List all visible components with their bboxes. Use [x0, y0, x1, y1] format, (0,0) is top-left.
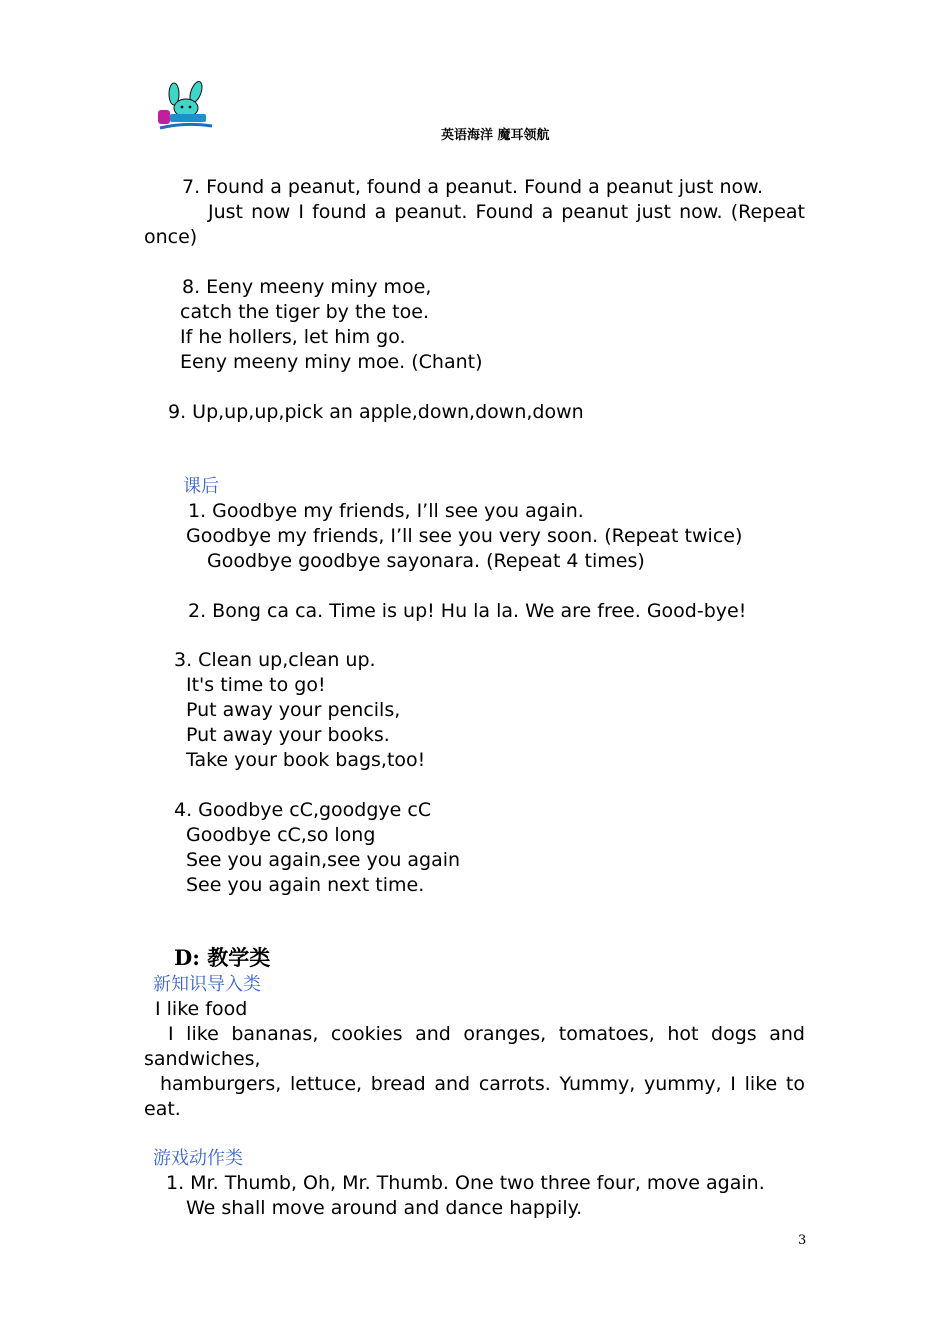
header-title: 英语海洋 魔耳领航	[441, 128, 550, 143]
sec8-line: 8. Eeny meeny miny moe,	[182, 276, 432, 298]
after-s3-line: 3. Clean up,clean up.	[174, 649, 376, 671]
sec7-line1: 7. Found a peanut, found a peanut. Found a peanut just now.	[182, 176, 764, 198]
new-knowledge-heading: 新知识导入类	[153, 974, 261, 995]
after-s3-line: Put away your books.	[186, 724, 390, 746]
sec7-para: Just now I found a peanut. Found a peanut just now. (Repeat once)	[144, 201, 805, 248]
logo-text	[156, 80, 164, 81]
game-line: We shall move around and dance happily.	[186, 1197, 583, 1219]
after-s3-line: Put away your pencils,	[186, 699, 401, 721]
sec8-line: Eeny meeny miny moe. (Chant)	[180, 351, 483, 373]
after-s4-line: See you again,see you again	[186, 849, 461, 871]
food-para1: I like bananas, cookies and oranges, tomatoes, hot dogs and sandwiches,	[144, 1023, 805, 1070]
food-title: I like food	[155, 998, 248, 1020]
game-line: 1. Mr. Thumb, Oh, Mr. Thumb. One two three four, move again.	[166, 1172, 765, 1194]
sec8-line: If he hollers, let him go.	[180, 326, 406, 348]
after-s3-line: It's time to go!	[186, 674, 326, 696]
rabbit-logo-icon	[156, 80, 216, 136]
after-s2-line: 2. Bong ca ca. Time is up! Hu la la. We are free. Good-bye!	[188, 600, 747, 622]
logo	[156, 80, 216, 136]
sec9-line: 9. Up,up,up,pick an apple,down,down,down	[168, 401, 584, 423]
teaching-heading: D: 教学类	[174, 945, 271, 970]
after-s1-line: 1. Goodbye my friends, I’ll see you again.	[188, 500, 584, 522]
after-s4-line: Goodbye cC,so long	[186, 824, 376, 846]
food-para2: hamburgers, lettuce, bread and carrots. Yummy, yummy, I like to eat.	[144, 1073, 805, 1120]
after-s1-line: Goodbye my friends, I’ll see you very soon. (Repeat twice)	[186, 525, 743, 547]
sec8-line: catch the tiger by the toe.	[180, 301, 429, 323]
page-number: 3	[798, 1233, 807, 1248]
after-s1-line: Goodbye goodbye sayonara. (Repeat 4 times)	[207, 550, 645, 572]
game-heading: 游戏动作类	[153, 1148, 243, 1169]
after-s4-line: See you again next time.	[186, 874, 425, 896]
after-s4-line: 4. Goodbye cC,goodgye cC	[174, 799, 432, 821]
after-s3-line: Take your book bags,too!	[186, 749, 426, 771]
after-class-heading: 课后	[183, 476, 219, 497]
